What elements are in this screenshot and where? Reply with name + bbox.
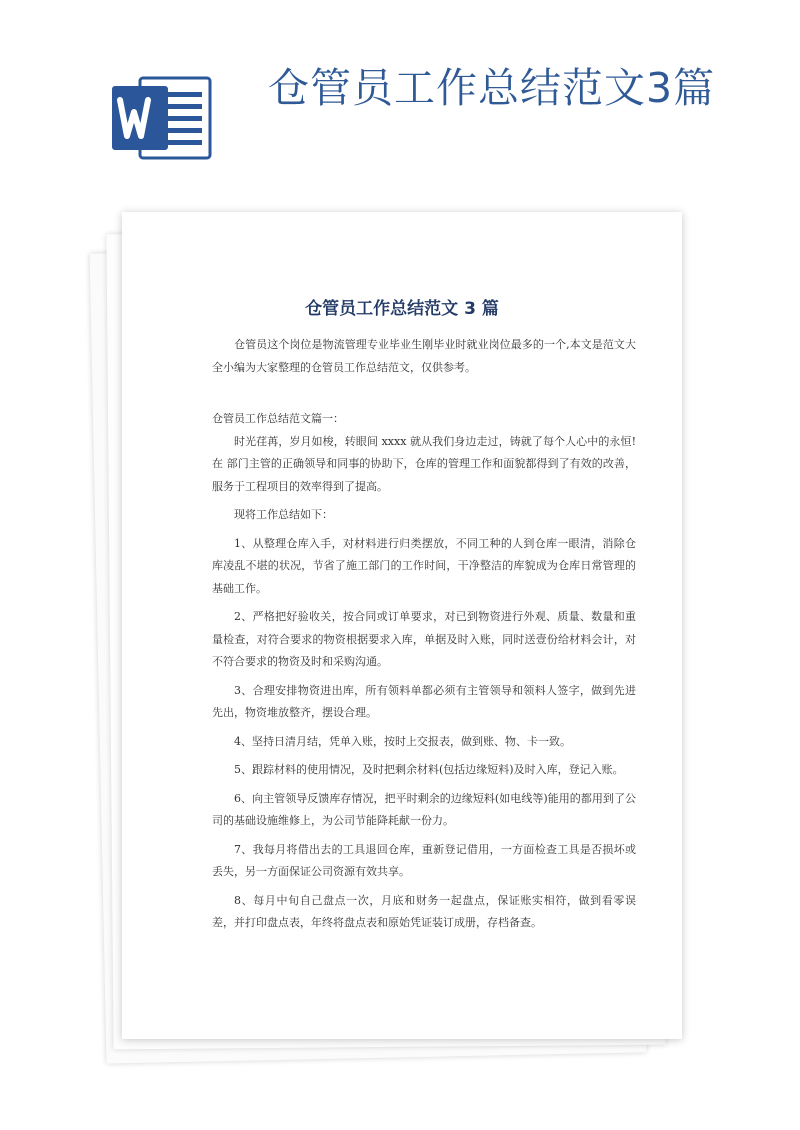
body-paragraph: 7、我每月将借出去的工具退回仓库，重新登记借用，一方面检查工具是否损坏或丢失，另一方面保证公司资源有效共享。 — [212, 842, 636, 878]
body-paragraph: 8、每月中旬自己盘点一次，月底和财务一起盘点，保证账实相符，做到看零误差，并打印盘点表，年终将盘点表和原始凭证装订成册，存档备查。 — [212, 893, 636, 929]
body-paragraph: 6、向主管领导反馈库存情况，把平时剩余的边缘短料(如电线等)能用的都用到了公司的基础设施维修上，为公司节能降耗献一份力。 — [212, 791, 636, 827]
body-paragraph: 时光荏苒，岁月如梭，转眼间 xxxx 就从我们身边走过，铸就了每个人心中的永恒!在 部门主管的正确领导和同事的协助下，仓库的管理工作和面貌都得到了有效的改善，服务于工程项目的效率得到了提高。 — [212, 434, 636, 493]
body-paragraph: 1、从整理仓库入手，对材料进行归类摆放，不同工种的人到仓库一眼清，消除仓库凌乱不堪的状况，节省了施工部门的工作时间，干净整洁的库貌成为仓库日常管理的基础工作。 — [212, 536, 636, 595]
page-title: 仓管员工作总结范文3篇 — [268, 64, 716, 112]
section-heading: 仓管员工作总结范文篇一： — [212, 412, 344, 425]
document-body — [212, 334, 636, 935]
body-paragraph: 2、严格把好验收关，按合同或订单要求，对已到物资进行外观、质量、数量和重量检查，对符合要求的物资根据要求入库，单据及时入账，同时送壹份给材料会计，对不符合要求的物资及时和采购沟通。 — [212, 610, 636, 668]
word-document-icon — [110, 72, 215, 164]
header — [0, 0, 800, 200]
body-paragraph: 5、跟踪材料的使用情况，及时把剩余材料(包括边缘短料)及时入库，登记入账。 — [234, 763, 624, 776]
document-title: 仓管员工作总结范文 3 篇 — [305, 299, 499, 319]
intro-paragraph: 仓管员这个岗位是物流管理专业毕业生刚毕业时就业岗位最多的一个,本文是范文大全小编为大家整理的仓管员工作总结范文，仅供参考。 — [212, 338, 636, 374]
body-paragraph: 3、合理安排物资进出库，所有领料单都必须有主管领导和领料人签字，做到先进先出，物资堆放整齐，摆设合理。 — [212, 683, 636, 719]
document-page — [122, 212, 682, 1039]
body-paragraph: 4、坚持日清月结，凭单入账，按时上交报表，做到账、物、卡一致。 — [234, 734, 571, 748]
body-paragraph: 现将工作总结如下： — [234, 508, 333, 521]
